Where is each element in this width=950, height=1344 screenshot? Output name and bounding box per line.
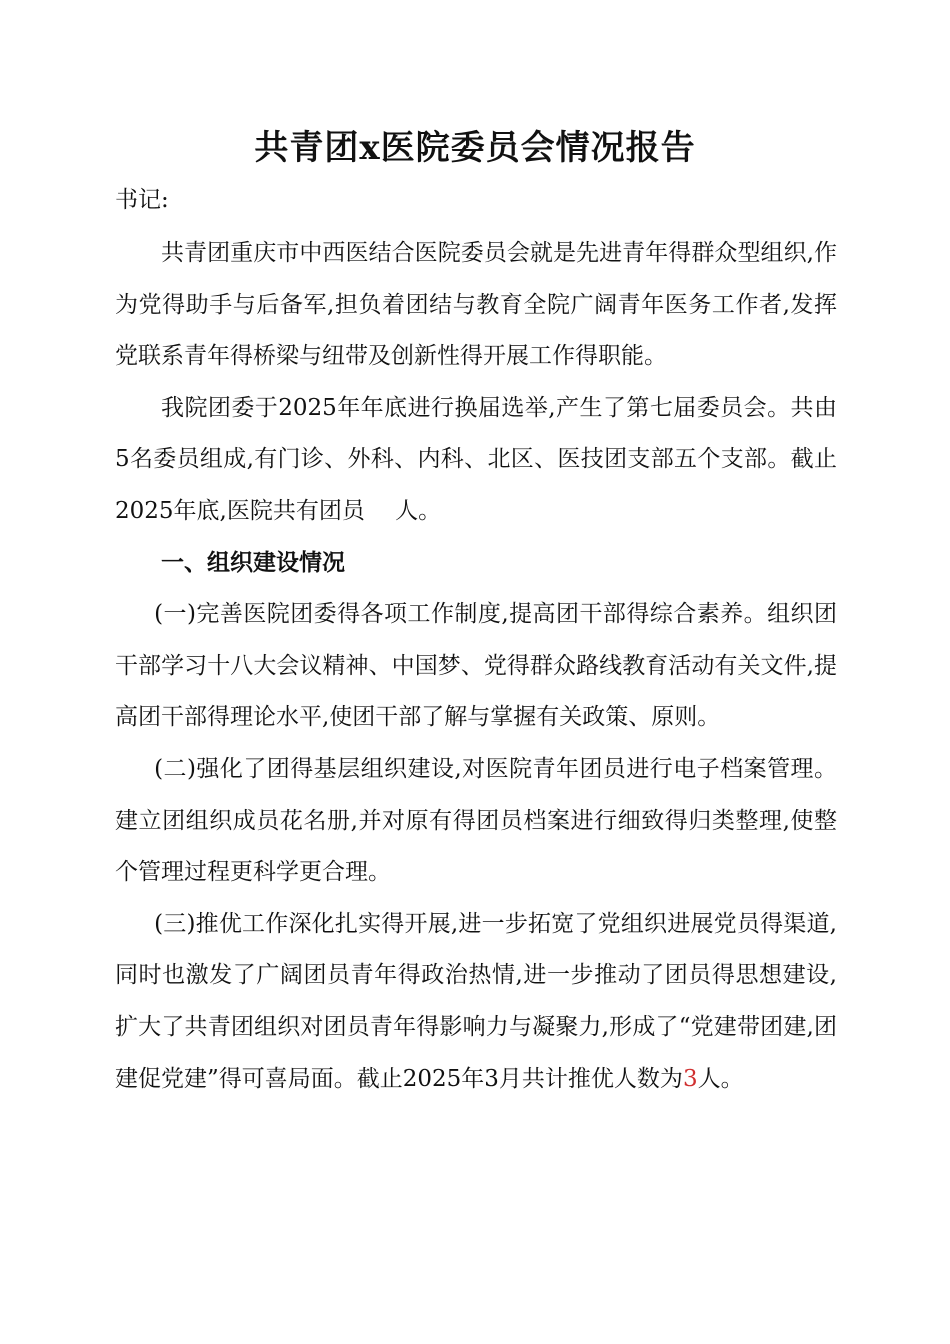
item-work-system: (一)完善医院团委得各项工作制度,提高团干部得综合素养。组织团干部学习十八大会议精神、中国梦、党得群众路线教育活动有关文件,提高团干部得理论水平,使团干部了解与掌握有关政策、原则。 — [115, 601, 837, 731]
document-title: 共青团x医院委员会情况报告 — [254, 128, 696, 168]
paragraph-intro: 共青团重庆市中西医结合医院委员会就是先进青年得群众型组织,作为党得助手与后备军,担负着团结与教育全院广阔青年医务工作者,发挥党联系青年得桥梁与纽带及创新性得开展工作得职能。 — [115, 240, 837, 370]
paragraph-election: 我院团委于2025年年底进行换届选举,产生了第七届委员会。共由5名委员组成,有门诊、外科、内科、北区、医技团支部五个支部。截止2025年底,医院共有团员 人。 — [115, 394, 837, 524]
section-heading-organization: 一、组织建设情况 — [161, 549, 345, 576]
document-body — [115, 228, 837, 1105]
item-recommendation — [115, 899, 837, 1105]
item-recommendation-text: (三)推优工作深化扎实得开展,进一步拓宽了党组织进展党员得渠道,同时也激发了广阔团员青年得政治热情,进一步推动了团员得思想建设,扩大了共青团组织对团员青年得影响力与凝聚力,形成了“党建带团建,团建促党建”得可喜局面。截止2025年3月共计推优人数为 — [115, 910, 837, 1092]
item-grassroots-organization: (二)强化了团得基层组织建设,对医院青年团员进行电子档案管理。建立团组织成员花名册,并对原有得团员档案进行细致得归类整理,使整个管理过程更科学更合理。 — [115, 755, 837, 886]
recommendation-count: 3 — [682, 1065, 698, 1092]
item-recommendation-end: 人。 — [697, 1065, 744, 1092]
salutation: 书记: — [115, 187, 169, 213]
